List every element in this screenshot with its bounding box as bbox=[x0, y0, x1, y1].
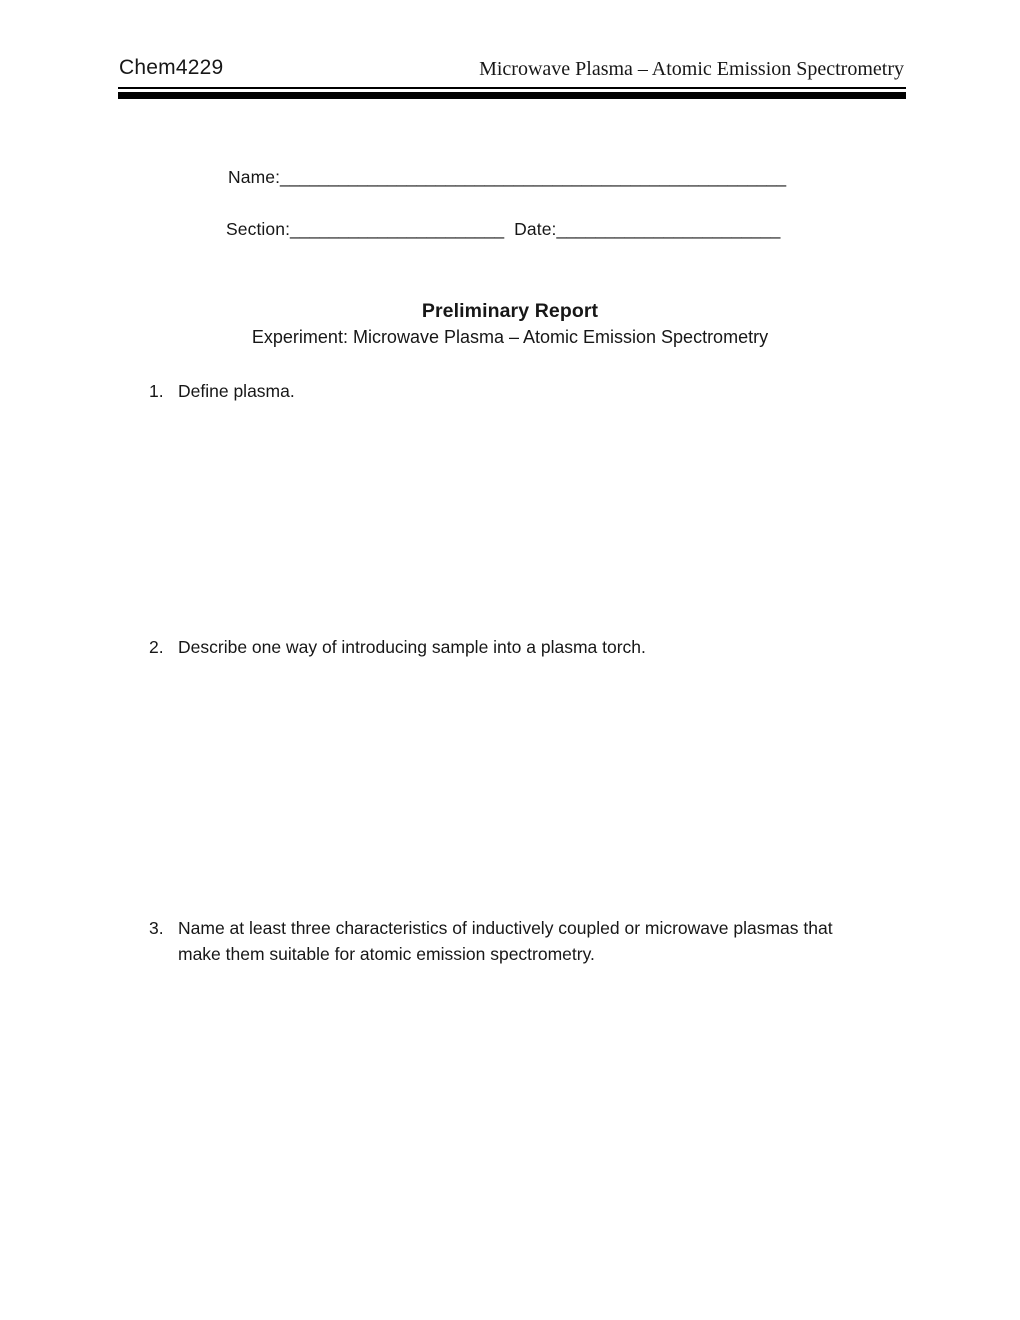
header-course-code: Chem4229 bbox=[119, 56, 224, 79]
question-3-text-line-2: make them suitable for atomic emission spectrometry. bbox=[178, 944, 595, 964]
question-1-text: Define plasma. bbox=[178, 381, 295, 401]
name-blank-line: ____________________________________________________ bbox=[280, 166, 787, 187]
question-2-number: 2. bbox=[149, 637, 164, 657]
question-2-text: Describe one way of introducing sample into a plasma torch. bbox=[178, 637, 646, 657]
section-label: Section: bbox=[226, 218, 291, 239]
date-blank-line: _______________________ bbox=[556, 218, 781, 239]
header-rule-thick-line bbox=[118, 92, 906, 99]
question-3-text-line-1: Name at least three characteristics of inductively coupled or microwave plasmas that bbox=[178, 918, 833, 938]
name-label: Name: bbox=[228, 166, 281, 187]
header-document-title: Microwave Plasma – Atomic Emission Spectrometry bbox=[479, 58, 904, 80]
header-rule bbox=[118, 87, 906, 99]
section-blank-line: ______________________ bbox=[290, 218, 505, 239]
question-3 bbox=[149, 915, 833, 967]
question-1 bbox=[149, 378, 295, 404]
question-3-number: 3. bbox=[149, 918, 164, 938]
question-2 bbox=[149, 634, 646, 660]
date-label: Date: bbox=[514, 218, 557, 239]
name-field-line bbox=[228, 166, 786, 188]
report-subtitle: Experiment: Microwave Plasma – Atomic Emission Spectrometry bbox=[251, 327, 769, 347]
report-title: Preliminary Report bbox=[421, 300, 599, 322]
question-1-number: 1. bbox=[149, 381, 164, 401]
section-date-field-line bbox=[226, 218, 780, 240]
question-3-text bbox=[178, 915, 833, 967]
